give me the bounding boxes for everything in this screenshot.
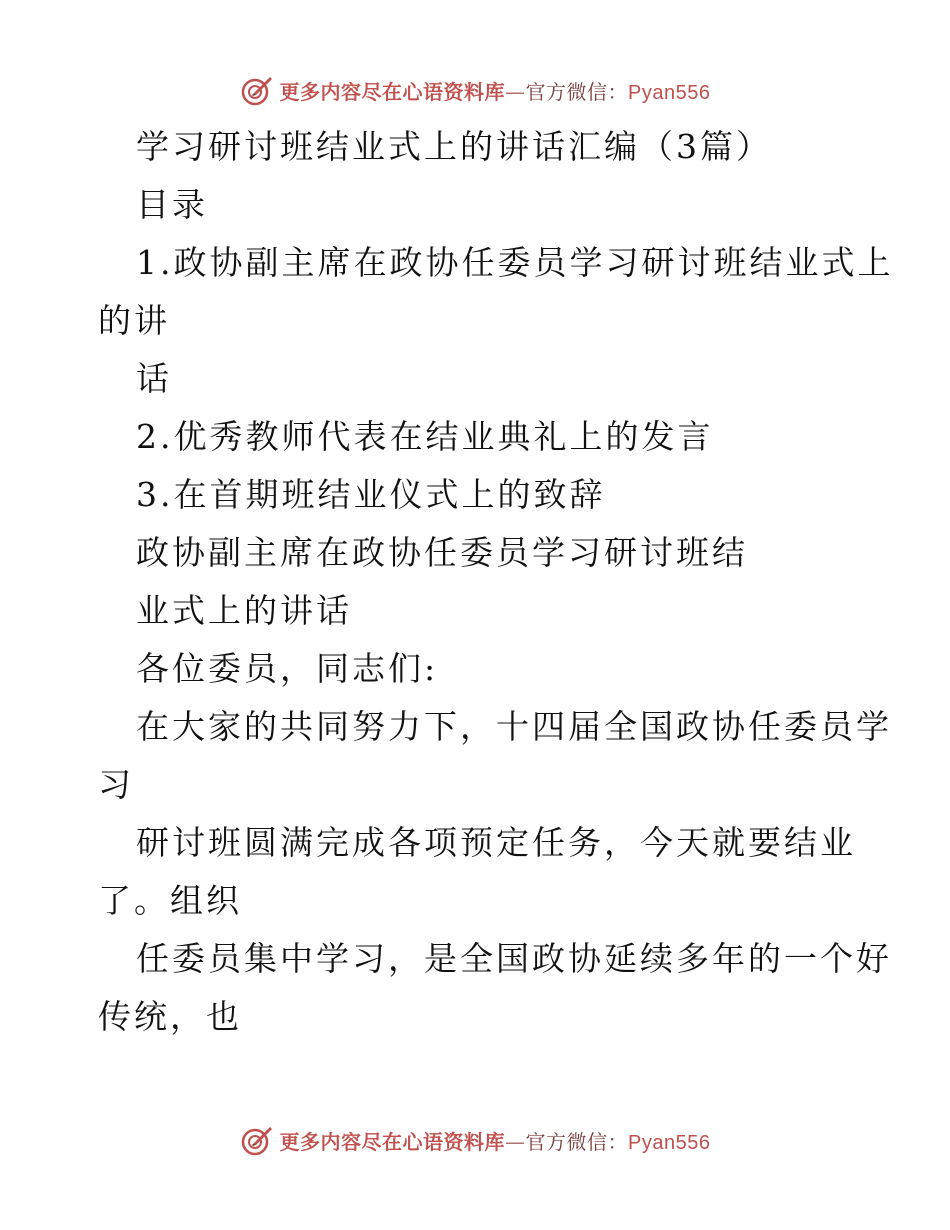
header-watermark [0, 70, 950, 110]
salutation: 各位委员，同志们: [136, 649, 439, 688]
paragraph-line: 了。组织 [98, 881, 242, 920]
document-body [98, 118, 894, 1046]
pen-logo-icon [240, 73, 274, 107]
toc-item-3: 3.在首期班结业仪式上的致辞 [136, 475, 606, 514]
watermark-official: 官方微信： [525, 1129, 629, 1154]
pen-logo-icon [240, 1123, 274, 1157]
watermark-id: Pyan556 [628, 81, 711, 104]
watermark-brand: 更多内容尽在心语资料库 [279, 1129, 506, 1154]
footer-watermark [0, 1120, 950, 1160]
toc-item-1-continued: 的讲 [98, 301, 170, 340]
watermark-brand: 更多内容尽在心语资料库 [279, 79, 506, 104]
paragraph-line: 传统，也 [98, 997, 242, 1036]
toc-item-1: 1.政协副主席在政协任委员学习研讨班结业式上 [136, 243, 894, 282]
toc-item-1-continued-2: 话 [136, 359, 172, 398]
paragraph-line: 在大家的共同努力下，十四届全国政协任委员学 [136, 707, 892, 746]
watermark-separator: — [505, 79, 526, 104]
paragraph-line: 研讨班圆满完成各项预定任务，今天就要结业 [136, 823, 856, 862]
watermark-id: Pyan556 [628, 1131, 711, 1154]
paragraph-line: 习 [98, 765, 134, 804]
watermark-separator: — [505, 1129, 526, 1154]
toc-heading: 目录 [136, 185, 208, 224]
section-heading: 政协副主席在政协任委员学习研讨班结 [136, 533, 748, 572]
watermark-official: 官方微信： [525, 79, 629, 104]
document-title: 学习研讨班结业式上的讲话汇编（3篇） [136, 127, 772, 166]
paragraph-line: 任委员集中学习，是全国政协延续多年的一个好 [136, 939, 892, 978]
toc-item-2: 2.优秀教师代表在结业典礼上的发言 [136, 417, 714, 456]
section-heading-continued: 业式上的讲话 [136, 591, 352, 630]
